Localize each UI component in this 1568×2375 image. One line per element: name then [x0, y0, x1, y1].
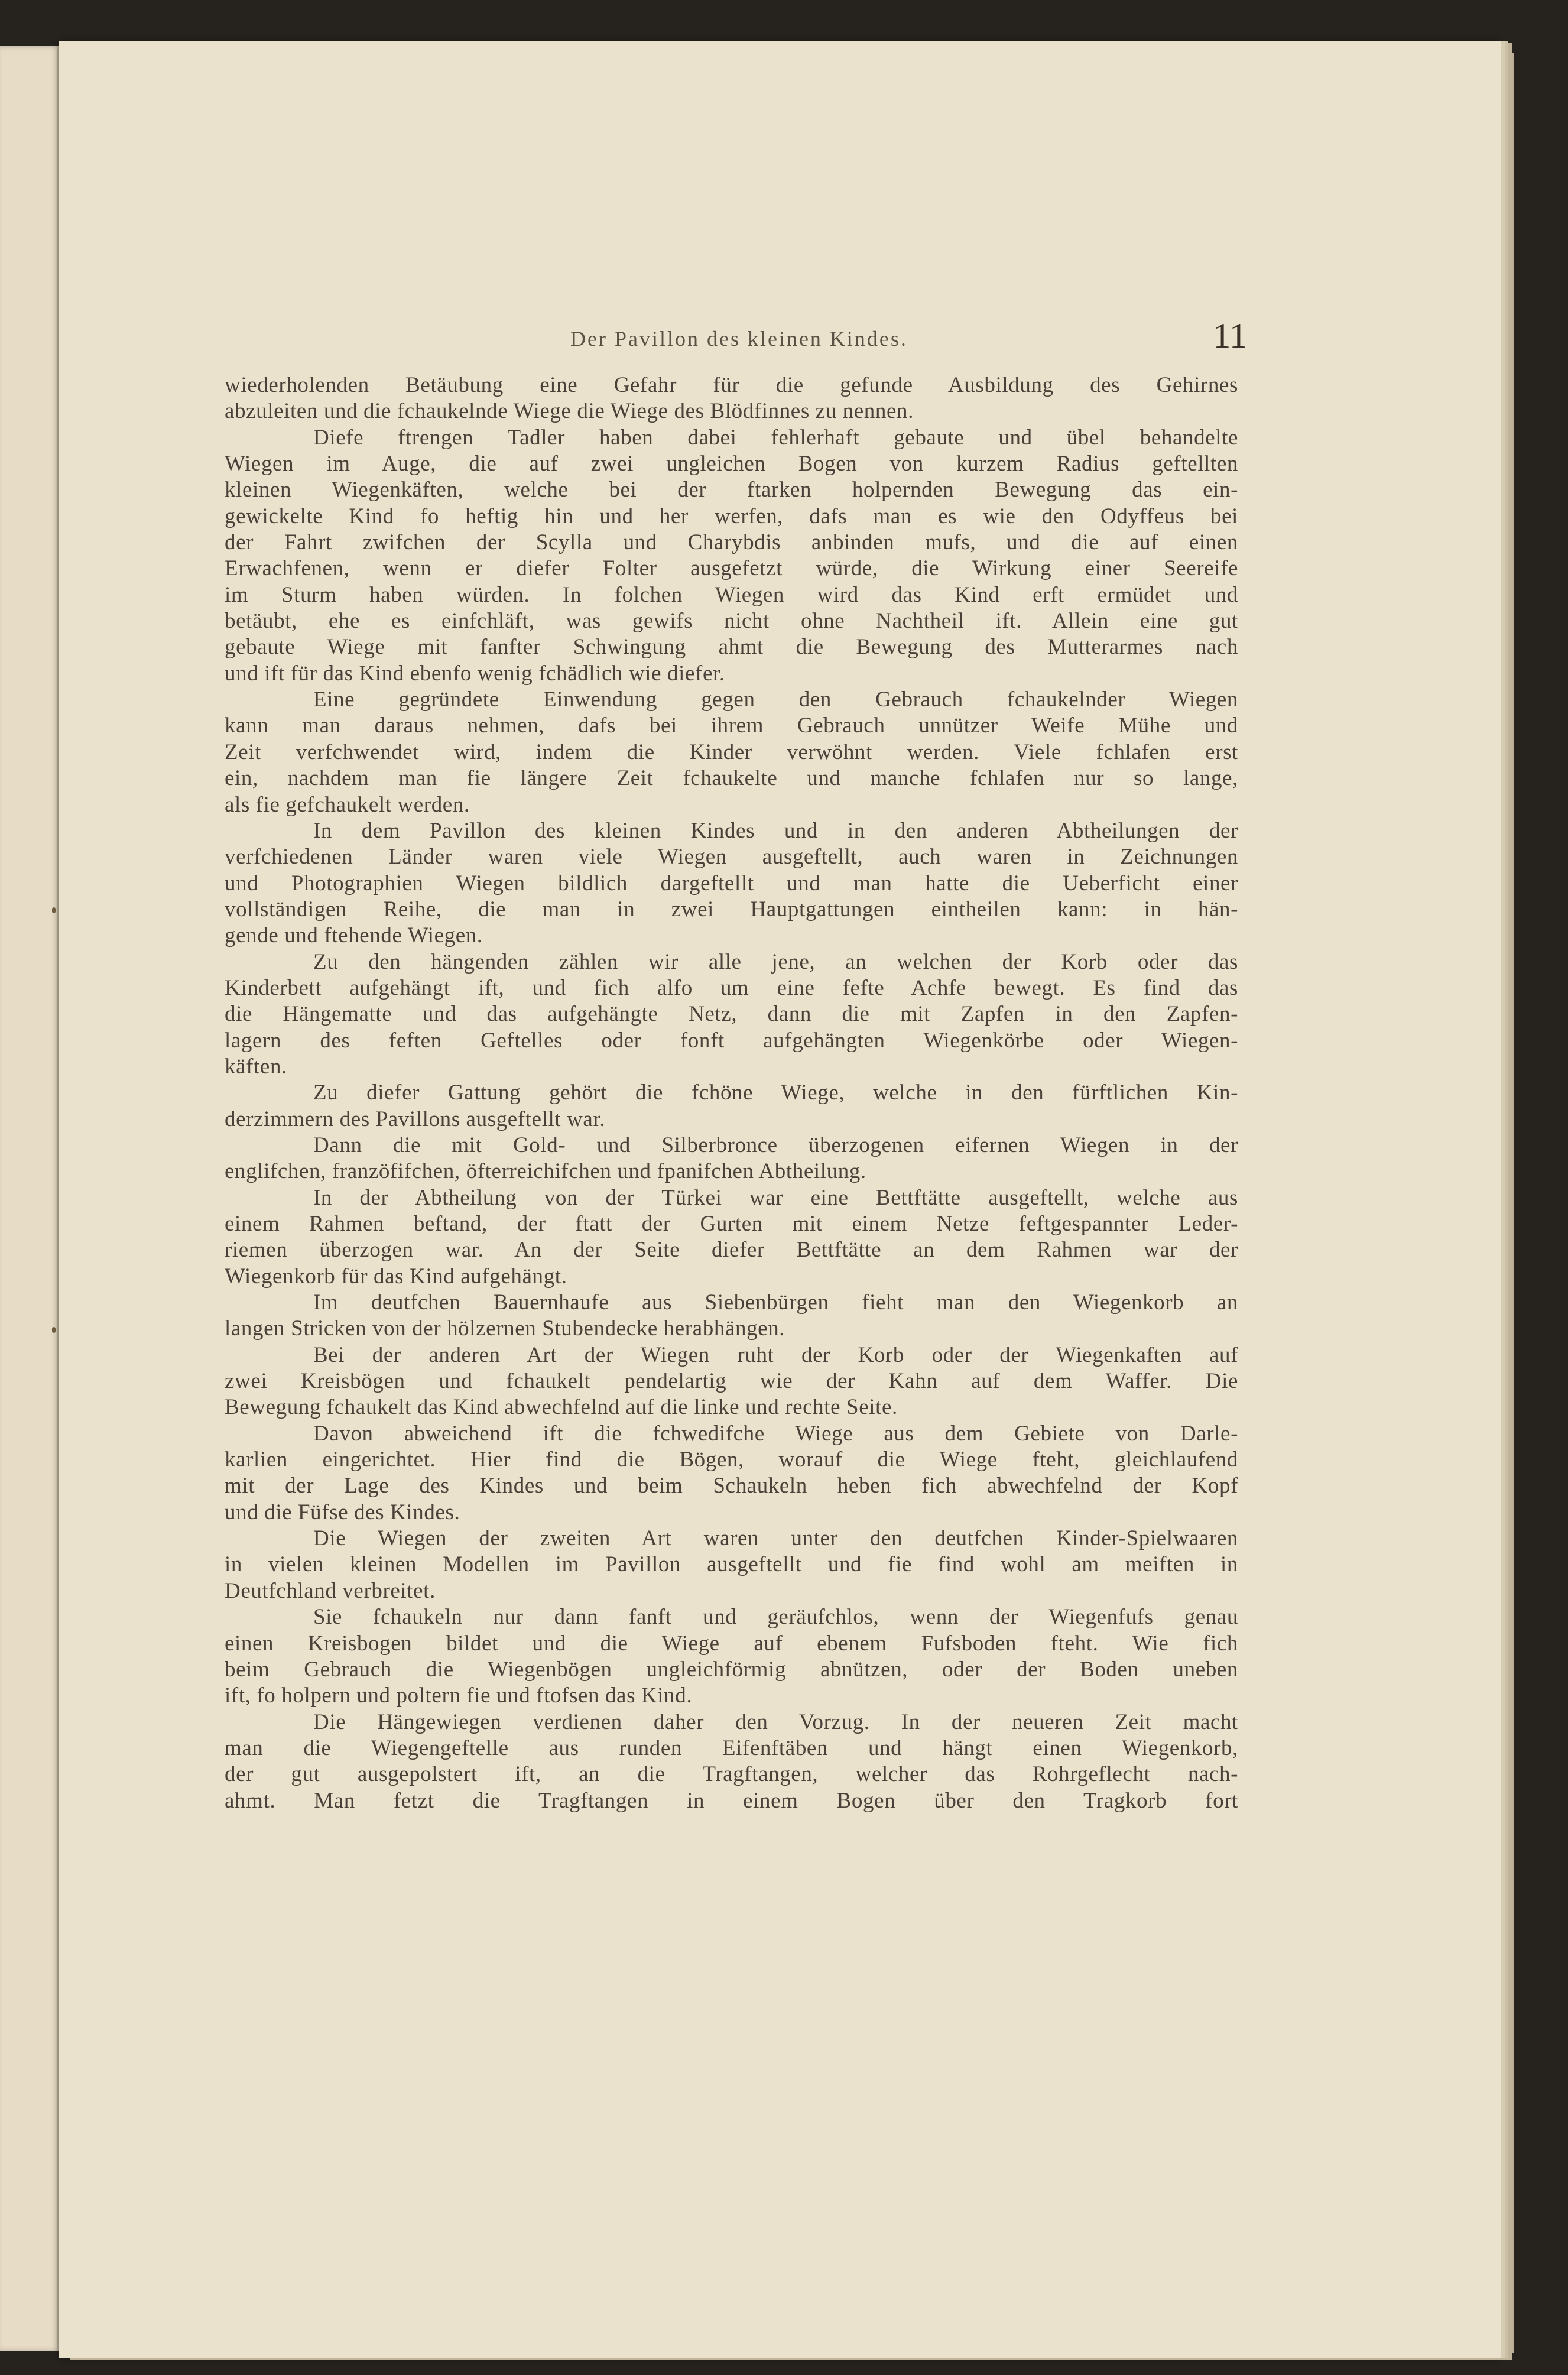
text-line: der Fahrt zwifchen der Scylla und Charybdis anbinden mufs, und die auf einen — [225, 530, 1238, 555]
text-line: Zu diefer Gattung gehört die fchöne Wiege, welche in den fürftlichen Kin- — [313, 1081, 1238, 1105]
text-line: und Photographien Wiegen bildlich dargeftellt und man hatte die Ueberficht einer — [225, 871, 1238, 896]
text-line: Eine gegründete Einwendung gegen den Gebrauch fchaukelnder Wiegen — [313, 687, 1238, 712]
text-line: langen Stricken von der hölzernen Stubendecke herabhängen. — [225, 1316, 785, 1341]
text-line: mit der Lage des Kindes und beim Schaukeln heben fich abwechfelnd der Kopf — [225, 1474, 1238, 1498]
text-line: Deutfchland verbreitet. — [225, 1578, 436, 1603]
page-header — [225, 316, 1247, 363]
text-line: in vielen kleinen Modellen im Pavillon ausgeftellt und fie find wohl am meiften in — [225, 1552, 1238, 1577]
text-line: ift, fo holpern und poltern fie und ftofsen das Kind. — [225, 1683, 693, 1708]
text-line: und ift für das Kind ebenfo wenig fchädlich wie diefer. — [225, 661, 725, 686]
paper-speck — [52, 907, 56, 913]
text-line: Die Wiegen der zweiten Art waren unter den deutfchen Kinder-Spielwaaren — [313, 1526, 1238, 1551]
text-line: Erwachfenen, wenn er diefer Folter ausgefetzt würde, die Wirkung einer Seereife — [225, 556, 1238, 581]
text-line: vollständigen Reihe, die man in zwei Hauptgattungen eintheilen kann: in hän- — [225, 897, 1238, 922]
text-line: karlien eingerichtet. Hier find die Bögen, worauf die Wiege fteht, gleichlaufend — [225, 1448, 1238, 1472]
text-line: im Sturm haben würden. In folchen Wiegen wird das Kind erft ermüdet und — [225, 582, 1238, 607]
text-line: als fie gefchaukelt werden. — [225, 792, 470, 817]
text-line: Die Hängewiegen verdienen daher den Vorzug. In der neueren Zeit macht — [313, 1709, 1238, 1734]
text-line: Dann die mit Gold- und Silberbronce überzogenen eifernen Wiegen in der — [313, 1133, 1238, 1157]
text-line: käften. — [225, 1054, 287, 1079]
text-line: Sie fchaukeln nur dann fanft und geräufchlos, wenn der Wiegenfufs genau — [313, 1605, 1238, 1630]
page-number: 11 — [1213, 316, 1247, 355]
text-line: gende und ftehende Wiegen. — [225, 923, 483, 948]
text-line: beim Gebrauch die Wiegenbögen ungleichförmig abnützen, oder der Boden uneben — [225, 1657, 1238, 1682]
text-line: Bewegung fchaukelt das Kind abwechfelnd auf die linke und rechte Seite. — [225, 1395, 898, 1420]
text-line: die Hängematte und das aufgehängte Netz, dann die mit Zapfen in den Zapfen- — [225, 1002, 1238, 1027]
text-line: kleinen Wiegenkäften, welche bei der ftarken holpernden Bewegung das ein- — [225, 478, 1238, 502]
body-text — [225, 372, 1238, 1814]
text-line: kann man daraus nehmen, dafs bei ihrem Gebrauch unnützer Weife Mühe und — [225, 713, 1238, 738]
page-stack-edge — [1501, 53, 1514, 2353]
text-line: Diefe ftrengen Tadler haben dabei fehlerhaft gebaute und übel behandelte — [313, 425, 1238, 450]
text-line: ahmt. Man fetzt die Tragftangen in einem Bogen über den Tragkorb fort — [225, 1788, 1238, 1813]
text-line: abzuleiten und die fchaukelnde Wiege die Wiege des Blödfinnes zu nennen. — [225, 399, 914, 424]
text-line: lagern des feften Geftelles oder fonft aufgehängten Wiegenkörbe oder Wiegen- — [225, 1028, 1238, 1053]
text-line: einen Kreisbogen bildet und die Wiege auf ebenem Fufsboden fteht. Wie fich — [225, 1631, 1238, 1656]
text-line: und die Füfse des Kindes. — [225, 1500, 460, 1524]
text-line: Bei der anderen Art der Wiegen ruht der Korb oder der Wiegenkaften auf — [313, 1342, 1238, 1367]
text-line: wiederholenden Betäubung eine Gefahr für die gefunde Ausbildung des Gehirnes — [225, 373, 1238, 397]
text-line: riemen überzogen war. An der Seite diefer Bettftätte an dem Rahmen war der — [225, 1238, 1238, 1263]
text-line: betäubt, ehe es einfchläft, was gewifs nicht ohne Nachtheil ift. Allein eine gut — [225, 609, 1238, 634]
text-line: ein, nachdem man fie längere Zeit fchaukelte und manche fchlafen nur so lange, — [225, 766, 1238, 791]
text-line: Davon abweichend ift die fchwedifche Wiege aus dem Gebiete von Darle- — [313, 1421, 1238, 1446]
text-line: gewickelte Kind fo heftig hin und her werfen, dafs man es wie den Odyffeus bei — [225, 504, 1238, 528]
text-line: In der Abtheilung von der Türkei war eine Bettftätte ausgeftellt, welche aus — [313, 1185, 1238, 1210]
text-line: Zu den hängenden zählen wir alle jene, an welchen der Korb oder das — [313, 949, 1238, 974]
text-line: Im deutfchen Bauernhaufe aus Siebenbürgen fieht man den Wiegenkorb an — [313, 1290, 1238, 1315]
text-line: Wiegen im Auge, die auf zwei ungleichen Bogen von kurzem Radius geftellten — [225, 452, 1238, 476]
text-line: englifchen, franzöfifchen, öfterreichifchen und fpanifchen Abtheilung. — [225, 1159, 866, 1184]
text-line: derzimmern des Pavillons ausgeftellt war. — [225, 1107, 606, 1131]
text-line: man die Wiegengeftelle aus runden Eifenftäben und hängt einen Wiegenkorb, — [225, 1735, 1238, 1760]
text-line: gebaute Wiege mit fanfter Schwingung ahmt die Bewegung des Mutterarmes nach — [225, 635, 1238, 660]
text-line: verfchiedenen Länder waren viele Wiegen ausgeftellt, auch waren in Zeichnungen — [225, 845, 1238, 869]
text-line: Kinderbett aufgehängt ift, und fich alfo um eine fefte Achfe bewegt. Es find das — [225, 975, 1238, 1000]
text-line: Wiegenkorb für das Kind aufgehängt. — [225, 1264, 567, 1289]
paper-speck — [52, 1327, 56, 1333]
text-line: In dem Pavillon des kleinen Kindes und in den anderen Abtheilungen der — [313, 818, 1238, 843]
text-line: Zeit verfchwendet wird, indem die Kinder verwöhnt werden. Viele fchlafen erst — [225, 739, 1238, 764]
binding-edge — [57, 46, 59, 2351]
text-line: der gut ausgepolstert ift, an die Tragftangen, welcher das Rohrgeflecht nach- — [225, 1762, 1238, 1787]
running-title: Der Pavillon des kleinen Kindes. — [570, 327, 908, 351]
facing-page-edge — [0, 46, 62, 2351]
text-line: zwei Kreisbögen und fchaukelt pendelartig wie der Kahn auf dem Waffer. Die — [225, 1369, 1238, 1394]
text-line: einem Rahmen beftand, der ftatt der Gurten mit einem Netze feftgespannter Leder- — [225, 1212, 1238, 1236]
